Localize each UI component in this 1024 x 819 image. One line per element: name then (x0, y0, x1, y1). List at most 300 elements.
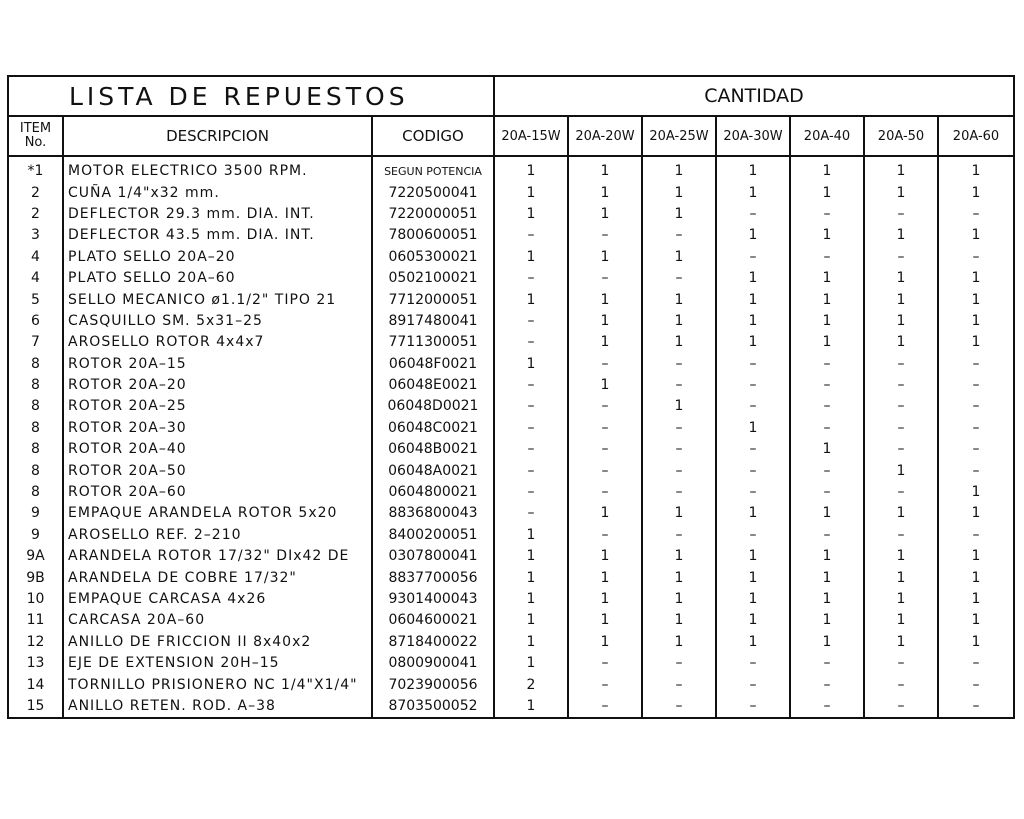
code-cell: 0605300021 (372, 247, 494, 268)
quantity-cell: 1 (642, 632, 716, 653)
table-row (8, 632, 1014, 653)
code-cell: 8837700056 (372, 567, 494, 588)
quantity-cell: 1 (568, 311, 642, 332)
quantity-cell: – (494, 396, 568, 417)
item-number-cell: 8 (8, 460, 63, 481)
quantity-cell: – (494, 311, 568, 332)
table-row (8, 589, 1014, 610)
description-cell: SELLO MECANICO ø1.1/2" TIPO 21 (63, 289, 372, 310)
quantity-cell: 1 (494, 696, 568, 718)
quantity-cell: 1 (938, 156, 1014, 182)
quantity-cell: 1 (938, 182, 1014, 203)
table-row (8, 204, 1014, 225)
quantity-cell: 1 (938, 589, 1014, 610)
codigo-header: CODIGO (372, 116, 494, 156)
quantity-cell: – (938, 696, 1014, 718)
description-cell: PLATO SELLO 20A–20 (63, 247, 372, 268)
quantity-cell: 1 (642, 589, 716, 610)
quantity-cell: – (568, 268, 642, 289)
quantity-cell: – (938, 525, 1014, 546)
quantity-cell: – (790, 460, 864, 481)
item-number-cell: 8 (8, 418, 63, 439)
item-number-cell: 8 (8, 439, 63, 460)
quantity-cell: – (642, 418, 716, 439)
code-cell: 7800600051 (372, 225, 494, 246)
quantity-cell: 1 (716, 546, 790, 567)
item-number-cell: 15 (8, 696, 63, 718)
quantity-cell: – (790, 247, 864, 268)
item-number-cell: 5 (8, 289, 63, 310)
table-row (8, 182, 1014, 203)
column-header-row (8, 116, 1014, 156)
quantity-cell: 1 (790, 589, 864, 610)
table-row (8, 439, 1014, 460)
item-number-cell: 9 (8, 503, 63, 524)
no-header-label: No. (24, 135, 47, 150)
quantity-cell: 1 (494, 546, 568, 567)
quantity-cell: 1 (790, 546, 864, 567)
quantity-cell: 1 (716, 268, 790, 289)
quantity-cell: – (864, 375, 938, 396)
quantity-cell: 1 (790, 289, 864, 310)
quantity-cell: 1 (642, 332, 716, 353)
item-number-cell: 2 (8, 204, 63, 225)
table-row (8, 696, 1014, 718)
quantity-cell: 1 (642, 247, 716, 268)
quantity-cell: – (864, 696, 938, 718)
quantity-cell: 1 (568, 182, 642, 203)
quantity-cell: – (494, 268, 568, 289)
description-cell: DEFLECTOR 43.5 mm. DIA. INT. (63, 225, 372, 246)
item-number-cell: 11 (8, 610, 63, 631)
quantity-cell: 2 (494, 674, 568, 695)
quantity-cell: – (790, 204, 864, 225)
quantity-cell: 1 (716, 567, 790, 588)
quantity-cell: – (642, 696, 716, 718)
quantity-cell: 1 (642, 567, 716, 588)
item-number-cell: 8 (8, 396, 63, 417)
model-header: 20A-20W (568, 116, 642, 156)
description-cell: ARANDELA DE COBRE 17/32" (63, 567, 372, 588)
quantity-cell: 1 (568, 610, 642, 631)
quantity-cell: 1 (494, 156, 568, 182)
quantity-cell: 1 (864, 610, 938, 631)
quantity-cell: – (642, 525, 716, 546)
quantity-cell: 1 (642, 156, 716, 182)
quantity-cell: 1 (790, 567, 864, 588)
quantity-cell: – (864, 204, 938, 225)
quantity-cell: – (938, 674, 1014, 695)
quantity-cell: 1 (568, 546, 642, 567)
quantity-cell: 1 (494, 632, 568, 653)
code-cell: 8703500052 (372, 696, 494, 718)
quantity-cell: – (642, 439, 716, 460)
quantity-cell: – (642, 268, 716, 289)
quantity-cell: – (716, 696, 790, 718)
code-cell: 06048D0021 (372, 396, 494, 417)
quantity-cell: – (790, 696, 864, 718)
quantity-cell: 1 (494, 289, 568, 310)
quantity-cell: 1 (864, 503, 938, 524)
quantity-cell: – (642, 460, 716, 481)
description-cell: MOTOR ELECTRICO 3500 RPM. (63, 156, 372, 182)
quantity-cell: 1 (568, 289, 642, 310)
description-cell: EMPAQUE CARCASA 4x26 (63, 589, 372, 610)
table-row (8, 225, 1014, 246)
code-cell: 8917480041 (372, 311, 494, 332)
quantity-cell: – (568, 354, 642, 375)
quantity-cell: – (938, 653, 1014, 674)
quantity-cell: 1 (938, 268, 1014, 289)
description-cell: CARCASA 20A–60 (63, 610, 372, 631)
model-header: 20A-15W (494, 116, 568, 156)
quantity-cell: 1 (790, 503, 864, 524)
quantity-cell: – (938, 396, 1014, 417)
quantity-cell: – (938, 354, 1014, 375)
quantity-cell: – (494, 439, 568, 460)
item-number-cell: 4 (8, 268, 63, 289)
model-header: 20A-60 (938, 116, 1014, 156)
quantity-cell: 1 (938, 610, 1014, 631)
table-row (8, 610, 1014, 631)
cantidad-header: CANTIDAD (494, 76, 1014, 116)
item-number-cell: 3 (8, 225, 63, 246)
quantity-cell: 1 (938, 546, 1014, 567)
model-header: 20A-50 (864, 116, 938, 156)
quantity-cell: 1 (938, 567, 1014, 588)
quantity-cell: 1 (864, 289, 938, 310)
quantity-cell: – (790, 525, 864, 546)
item-number-cell: 8 (8, 354, 63, 375)
quantity-cell: 1 (938, 289, 1014, 310)
quantity-cell: – (642, 225, 716, 246)
quantity-cell: 1 (568, 332, 642, 353)
description-cell: CUÑA 1/4"x32 mm. (63, 182, 372, 203)
quantity-cell: 1 (568, 632, 642, 653)
code-cell: 7712000051 (372, 289, 494, 310)
quantity-cell: – (938, 460, 1014, 481)
quantity-cell: 1 (716, 503, 790, 524)
quantity-cell: 1 (568, 503, 642, 524)
item-number-cell: *1 (8, 156, 63, 182)
quantity-cell: – (790, 354, 864, 375)
quantity-cell: 1 (790, 268, 864, 289)
quantity-cell: 1 (938, 311, 1014, 332)
quantity-cell: 1 (938, 332, 1014, 353)
table-row (8, 418, 1014, 439)
quantity-cell: 1 (494, 525, 568, 546)
quantity-cell: 1 (568, 204, 642, 225)
description-cell: DEFLECTOR 29.3 mm. DIA. INT. (63, 204, 372, 225)
item-number-cell: 9B (8, 567, 63, 588)
quantity-cell: 1 (938, 225, 1014, 246)
description-cell: EJE DE EXTENSION 20H–15 (63, 653, 372, 674)
code-cell: 06048F0021 (372, 354, 494, 375)
description-cell: ANILLO RETEN. ROD. A–38 (63, 696, 372, 718)
table-row (8, 460, 1014, 481)
table-row (8, 525, 1014, 546)
quantity-cell: – (716, 247, 790, 268)
quantity-cell: – (568, 439, 642, 460)
quantity-cell: 1 (938, 482, 1014, 503)
quantity-cell: 1 (864, 460, 938, 481)
quantity-cell: – (864, 482, 938, 503)
quantity-cell: 1 (494, 567, 568, 588)
quantity-cell: – (494, 332, 568, 353)
quantity-cell: 1 (790, 311, 864, 332)
quantity-cell: 1 (716, 418, 790, 439)
code-cell: 06048B0021 (372, 439, 494, 460)
item-number-cell: 13 (8, 653, 63, 674)
quantity-cell: – (494, 225, 568, 246)
quantity-cell: 1 (938, 503, 1014, 524)
quantity-cell: – (938, 204, 1014, 225)
quantity-cell: 1 (790, 610, 864, 631)
item-no-header (8, 116, 63, 156)
model-header: 20A-40 (790, 116, 864, 156)
quantity-cell: 1 (494, 354, 568, 375)
quantity-cell: – (716, 674, 790, 695)
model-header: 20A-30W (716, 116, 790, 156)
table-row (8, 354, 1014, 375)
description-cell: EMPAQUE ARANDELA ROTOR 5x20 (63, 503, 372, 524)
quantity-cell: – (494, 503, 568, 524)
quantity-cell: – (568, 482, 642, 503)
quantity-cell: – (568, 225, 642, 246)
quantity-cell: 1 (864, 311, 938, 332)
description-cell: ROTOR 20A–40 (63, 439, 372, 460)
code-cell: 7711300051 (372, 332, 494, 353)
table-row (8, 156, 1014, 182)
description-cell: ANILLO DE FRICCION II 8x40x2 (63, 632, 372, 653)
quantity-cell: 1 (790, 632, 864, 653)
quantity-cell: 1 (790, 182, 864, 203)
table-row (8, 311, 1014, 332)
quantity-cell: – (864, 525, 938, 546)
quantity-cell: 1 (716, 610, 790, 631)
quantity-cell: 1 (568, 247, 642, 268)
description-cell: AROSELLO ROTOR 4x4x7 (63, 332, 372, 353)
table-row (8, 332, 1014, 353)
description-cell: ROTOR 20A–25 (63, 396, 372, 417)
item-number-cell: 9 (8, 525, 63, 546)
code-cell: 0800900041 (372, 653, 494, 674)
parts-list-table (7, 75, 1015, 719)
parts-list-body (8, 156, 1014, 718)
table-row (8, 674, 1014, 695)
quantity-cell: – (642, 653, 716, 674)
item-number-cell: 8 (8, 375, 63, 396)
table-row (8, 567, 1014, 588)
item-number-cell: 9A (8, 546, 63, 567)
description-cell: CASQUILLO SM. 5x31–25 (63, 311, 372, 332)
quantity-cell: – (716, 653, 790, 674)
quantity-cell: 1 (494, 653, 568, 674)
quantity-cell: – (642, 674, 716, 695)
quantity-cell: 1 (864, 332, 938, 353)
quantity-cell: – (716, 482, 790, 503)
quantity-cell: – (790, 674, 864, 695)
quantity-cell: 1 (716, 182, 790, 203)
quantity-cell: – (716, 375, 790, 396)
quantity-cell: 1 (790, 156, 864, 182)
code-cell: 9301400043 (372, 589, 494, 610)
quantity-cell: – (790, 375, 864, 396)
quantity-cell: 1 (790, 332, 864, 353)
quantity-cell: – (716, 396, 790, 417)
quantity-cell: – (494, 375, 568, 396)
quantity-cell: – (568, 696, 642, 718)
quantity-cell: – (864, 418, 938, 439)
code-cell: 7220000051 (372, 204, 494, 225)
quantity-cell: 1 (642, 182, 716, 203)
quantity-cell: 1 (568, 375, 642, 396)
quantity-cell: 1 (568, 567, 642, 588)
code-cell: 0307800041 (372, 546, 494, 567)
model-header: 20A-25W (642, 116, 716, 156)
quantity-cell: – (568, 525, 642, 546)
quantity-cell: 1 (716, 311, 790, 332)
quantity-cell: – (568, 653, 642, 674)
quantity-cell: 1 (864, 546, 938, 567)
code-cell: 06048E0021 (372, 375, 494, 396)
quantity-cell: – (642, 482, 716, 503)
quantity-cell: 1 (716, 589, 790, 610)
item-number-cell: 8 (8, 482, 63, 503)
description-cell: ARANDELA ROTOR 17/32" DIx42 DE (63, 546, 372, 567)
description-cell: AROSELLO REF. 2–210 (63, 525, 372, 546)
quantity-cell: 1 (938, 632, 1014, 653)
code-cell: 0604600021 (372, 610, 494, 631)
quantity-cell: – (864, 439, 938, 460)
quantity-cell: – (642, 375, 716, 396)
table-title: LISTA DE REPUESTOS (8, 76, 494, 116)
table-row (8, 503, 1014, 524)
item-number-cell: 6 (8, 311, 63, 332)
quantity-cell: 1 (790, 225, 864, 246)
quantity-cell: – (494, 418, 568, 439)
quantity-cell: 1 (864, 632, 938, 653)
quantity-cell: 1 (642, 204, 716, 225)
quantity-cell: 1 (642, 610, 716, 631)
description-cell: PLATO SELLO 20A–60 (63, 268, 372, 289)
item-number-cell: 7 (8, 332, 63, 353)
quantity-cell: – (790, 653, 864, 674)
quantity-cell: 1 (790, 439, 864, 460)
quantity-cell: 1 (494, 182, 568, 203)
quantity-cell: 1 (642, 289, 716, 310)
quantity-cell: 1 (494, 247, 568, 268)
description-cell: ROTOR 20A–50 (63, 460, 372, 481)
quantity-cell: – (568, 674, 642, 695)
quantity-cell: – (568, 418, 642, 439)
quantity-cell: – (568, 396, 642, 417)
code-cell: 0502100021 (372, 268, 494, 289)
table-row (8, 396, 1014, 417)
quantity-cell: – (864, 354, 938, 375)
quantity-cell: – (938, 439, 1014, 460)
quantity-cell: – (716, 354, 790, 375)
code-cell: 0604800021 (372, 482, 494, 503)
description-cell: ROTOR 20A–15 (63, 354, 372, 375)
quantity-cell: – (938, 375, 1014, 396)
description-cell: ROTOR 20A–30 (63, 418, 372, 439)
table-row (8, 546, 1014, 567)
quantity-cell: 1 (716, 225, 790, 246)
quantity-cell: – (864, 247, 938, 268)
code-cell: SEGUN POTENCIA (372, 156, 494, 182)
quantity-cell: 1 (642, 396, 716, 417)
quantity-cell: 1 (494, 610, 568, 631)
description-cell: ROTOR 20A–20 (63, 375, 372, 396)
quantity-cell: – (790, 396, 864, 417)
code-cell: 8836800043 (372, 503, 494, 524)
table-row (8, 247, 1014, 268)
quantity-cell: – (568, 460, 642, 481)
quantity-cell: 1 (864, 589, 938, 610)
quantity-cell: – (716, 525, 790, 546)
description-cell: ROTOR 20A–60 (63, 482, 372, 503)
quantity-cell: 1 (864, 182, 938, 203)
quantity-cell: 1 (716, 289, 790, 310)
table-row (8, 268, 1014, 289)
quantity-cell: 1 (864, 225, 938, 246)
quantity-cell: – (716, 460, 790, 481)
quantity-cell: – (494, 460, 568, 481)
quantity-cell: 1 (568, 589, 642, 610)
code-cell: 06048A0021 (372, 460, 494, 481)
quantity-cell: 1 (494, 204, 568, 225)
code-cell: 8718400022 (372, 632, 494, 653)
title-row (8, 76, 1014, 116)
code-cell: 7023900056 (372, 674, 494, 695)
code-cell: 06048C0021 (372, 418, 494, 439)
quantity-cell: 1 (494, 589, 568, 610)
item-number-cell: 10 (8, 589, 63, 610)
code-cell: 8400200051 (372, 525, 494, 546)
quantity-cell: 1 (864, 156, 938, 182)
table-row (8, 653, 1014, 674)
quantity-cell: – (864, 396, 938, 417)
quantity-cell: 1 (642, 503, 716, 524)
item-number-cell: 4 (8, 247, 63, 268)
quantity-cell: – (864, 653, 938, 674)
quantity-cell: – (494, 482, 568, 503)
table-row (8, 375, 1014, 396)
quantity-cell: 1 (568, 156, 642, 182)
table-row (8, 289, 1014, 310)
quantity-cell: 1 (642, 311, 716, 332)
quantity-cell: – (864, 674, 938, 695)
item-header-label: ITEM (19, 121, 52, 136)
quantity-cell: – (790, 482, 864, 503)
quantity-cell: 1 (716, 156, 790, 182)
description-cell: TORNILLO PRISIONERO NC 1/4"X1/4" (63, 674, 372, 695)
quantity-cell: 1 (716, 632, 790, 653)
item-number-cell: 2 (8, 182, 63, 203)
quantity-cell: – (938, 247, 1014, 268)
descripcion-header: DESCRIPCION (63, 116, 372, 156)
table-row (8, 482, 1014, 503)
item-number-cell: 12 (8, 632, 63, 653)
quantity-cell: 1 (642, 546, 716, 567)
quantity-cell: 1 (864, 268, 938, 289)
quantity-cell: – (938, 418, 1014, 439)
quantity-cell: – (716, 204, 790, 225)
quantity-cell: 1 (864, 567, 938, 588)
code-cell: 7220500041 (372, 182, 494, 203)
quantity-cell: – (716, 439, 790, 460)
